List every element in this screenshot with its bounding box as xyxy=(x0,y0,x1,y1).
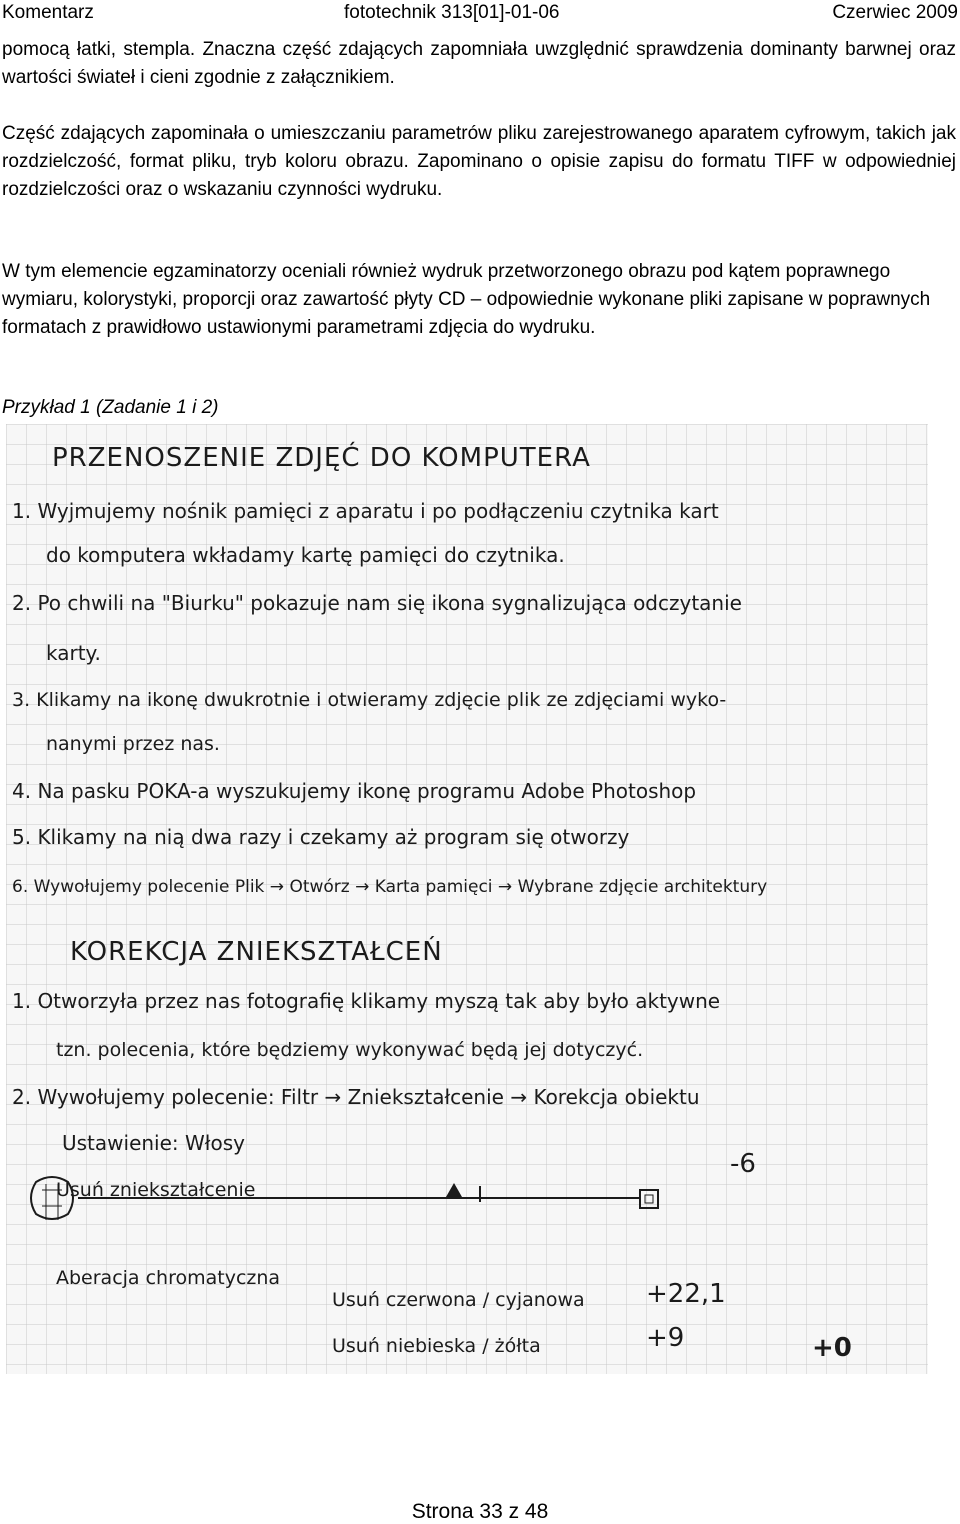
page-number: Strona 33 z 48 xyxy=(411,1500,549,1523)
hw-title-correction: KOREKCJA ZNIEKSZTAŁCEŃ xyxy=(70,937,443,967)
paragraph-3: W tym elemencie egzaminatorzy oceniali również wydruk przetworzonego obrazu pod kątem poprawnego wymiaru, kolorystyki, proporcji oraz zawartość płyty CD – odpowiednie wykonane pliki zapisane w poprawnych formatach z prawidłowo ustawionymi parametrami zdjęcia do wydruku. xyxy=(2,261,931,338)
hw-corr-11: +9 xyxy=(646,1323,685,1353)
hw-line-6: nanymi przez nas. xyxy=(46,733,220,755)
hw-line-2: do komputera wkładamy kartę pamięci do czytnika. xyxy=(46,543,565,567)
hw-corr-8: Usuń czerwona / cyjanowa xyxy=(332,1289,585,1311)
hw-corr-1: 1. Otworzyła przez nas fotografię klikamy myszą tak aby było aktywne xyxy=(12,989,721,1013)
hw-corr-9: +22,1 xyxy=(646,1279,726,1309)
hw-corr-6: -6 xyxy=(730,1149,756,1179)
paragraph-2: Część zdających zapominała o umieszczaniu parametrów pliku zarejestrowanego aparatem cyfrowym, takich jak rozdzielczość, format pliku, tryb koloru obrazu. Zapominano o opisie zapisu do formatu TIFF w odpowiedniej rozdzielczości oraz o wskazaniu czynności wydruku. xyxy=(2,123,956,200)
hw-corr-5: Usuń zniekształcenie xyxy=(56,1179,256,1201)
hw-corr-10: Usuń niebieska / żółta xyxy=(332,1335,541,1357)
hw-line-4: karty. xyxy=(46,641,101,665)
hw-line-5: 3. Klikamy na ikonę dwukrotnie i otwieramy zdjęcie plik ze zdjęciami wyko- xyxy=(12,689,727,711)
hw-line-3: 2. Po chwili na "Biurku" pokazuje nam się ikona sygnalizująca odczytanie xyxy=(12,591,742,615)
hw-line-9: 6. Wywołujemy polecenie Plik → Otwórz → Karta pamięci → Wybrane zdjęcie architektury xyxy=(12,877,768,897)
hw-title-transfer: PRZENOSZENIE ZDJĘĆ DO KOMPUTERA xyxy=(52,443,591,473)
hw-corr-12: +0 xyxy=(812,1333,852,1363)
page-header xyxy=(0,0,960,28)
hw-corr-2: tzn. polecenia, które będziemy wykonywać będą jej dotyczyć. xyxy=(56,1039,644,1061)
hw-line-1: 1. Wyjmujemy nośnik pamięci z aparatu i po podłączeniu czytnika kart xyxy=(12,499,719,523)
header-center: fototechnik 313[01]-01-06 xyxy=(344,2,560,23)
handwritten-scan xyxy=(6,424,928,1374)
hw-line-7: 4. Na pasku POKA-a wyszukujemy ikonę programu Adobe Photoshop xyxy=(12,779,697,803)
hw-corr-4: Ustawienie: Włosy xyxy=(62,1131,245,1155)
header-right: Czerwiec 2009 xyxy=(832,2,958,23)
hw-line-8: 5. Klikamy na nią dwa razy i czekamy aż program się otworzy xyxy=(12,825,630,849)
paragraph-1: pomocą łatki, stempla. Znaczna część zdających zapomniała uwzględnić sprawdzenia dominanty barwnej oraz wartości świateł i cieni zgodnie z załącznikiem. xyxy=(2,39,956,88)
hw-corr-3: 2. Wywołujemy polecenie: Filtr → Zniekształcenie → Korekcja obiektu xyxy=(12,1085,700,1109)
example-caption: Przykład 1 (Zadanie 1 i 2) xyxy=(2,397,219,418)
hw-corr-7: Aberacja chromatyczna xyxy=(56,1267,281,1289)
header-left: Komentarz xyxy=(2,2,94,23)
